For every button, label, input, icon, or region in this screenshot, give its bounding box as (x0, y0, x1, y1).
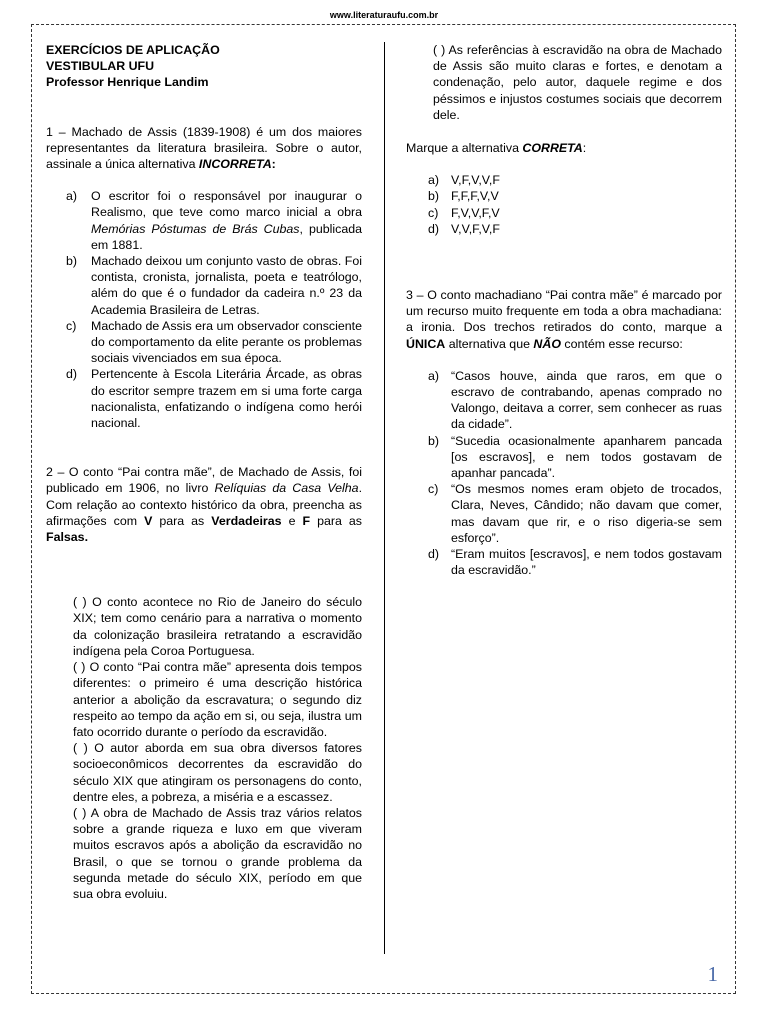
option-text: O escritor foi o responsável por inaugurar o Realismo, que teve como marco inicial a obra Memórias Póstumas de Brás Cubas, publicada em 1881. (91, 189, 362, 252)
header-exam: VESTIBULAR UFU (46, 59, 155, 74)
option-text: “Eram muitos [escravos], e nem todos gostavam da escravidão.” (451, 547, 722, 578)
question-2-statements-cont (406, 42, 722, 123)
option-text: “Sucedia ocasionalmente apanharem pancada [os escravos], e nem todos gostavam de apanhar pancada”. (451, 433, 722, 481)
option-text: F,F,F,V,V (451, 189, 499, 204)
page-number: 1 (707, 962, 718, 986)
question-2-stem: 2 – O conto “Pai contra mãe”, de Machado de Assis, foi publicado em 1906, no livro Relíquias da Casa Velha. Com relação ao contexto histórico da obra, preencha as afirmações com V para as Verdadeiras e F para as Falsas. (46, 465, 363, 545)
question-2-instruction: Marque a alternativa CORRETA: (406, 141, 587, 156)
question-2-option (406, 205, 722, 221)
question-2-option (406, 188, 722, 204)
option-label: b) (428, 433, 440, 448)
option-text: Pertencente à Escola Literária Árcade, as obras do escritor sempre trazem em si uma forte carga nacionalista, enfatizando o indígena como herói nacional. (91, 367, 362, 431)
question-3-stem: 3 – O conto machadiano “Pai contra mãe” é marcado por um recurso muito frequente em toda a obra machadiana: a ironia. Dos trechos retirados do conto, marque a ÚNICA alternativa que NÃO contém esse recurso: (406, 288, 722, 351)
option-label: b) (66, 254, 78, 269)
question-1-option (46, 366, 362, 431)
header-professor: Professor Henrique Landim (46, 75, 209, 90)
option-text: V,V,F,V,F (451, 221, 500, 236)
question-1-options (46, 188, 362, 431)
option-label: d) (428, 547, 440, 562)
option-label: b) (428, 189, 440, 204)
option-text: Machado deixou um conjunto vasto de obras. Foi contista, cronista, jornalista, poeta e teatrólogo, além do que é o fundador da cadeira n.º 23 da Academia Brasileira de Letras. (91, 254, 362, 317)
site-url: www.literaturaufu.com.br (329, 10, 439, 20)
question-1-option (46, 188, 362, 253)
question-1-stem: 1 – Machado de Assis (1839-1908) é um dos maiores representantes da literatura brasileira. Sobre o autor, assinale a única alternativa INCORRETA: (46, 124, 362, 172)
question-3-option (406, 368, 722, 433)
left-column (46, 42, 362, 902)
question-2-option (406, 172, 722, 188)
option-text: “Os mesmos nomes eram objeto de trocados, Clara, Neves, Cândido; não davam que comer, mas davam que rir, e o riso digeria-se sem esforço”. (451, 482, 722, 545)
question-3-option (406, 481, 722, 546)
option-text: “Casos houve, ainda que raros, em que o escravo de contrabando, apenas comprado no Valongo, deitava a correr, sem conhecer as ruas da cidade”. (451, 368, 722, 432)
statement: ( ) O conto acontece no Rio de Janeiro do século XIX; tem como cenário para a narrativa o momento da colonização brasileira retratando a escravidão indígena pela Coroa Portuguesa. (73, 595, 362, 658)
option-label: a) (66, 189, 78, 204)
option-text: Machado de Assis era um observador consciente do comportamento da elite perante os problemas sociais vivenciados em sua época. (91, 318, 362, 366)
question-3-option (406, 433, 722, 482)
statement: ( ) As referências à escravidão na obra de Machado de Assis são muito claras e fortes, e denotam a condenação, pelo autor, daquele regime e dos péssimos e injustos costumes sociais que decorrem dele. (433, 43, 722, 122)
question-3-option (406, 546, 722, 578)
question-1-option (46, 253, 362, 318)
question-1-option (46, 318, 362, 367)
question-2-options (406, 172, 722, 237)
option-label: d) (66, 367, 78, 382)
option-text: F,V,V,F,V (451, 205, 500, 220)
statement: ( ) A obra de Machado de Assis traz vários relatos sobre a grande riqueza e luxo em que viveram muitos escravos após a abolição da escravidão no Brasil, o que se tornou o grande problema da segunda metade do século XIX, período em que sua obra evoluiu. (73, 805, 362, 901)
question-2-option (406, 221, 722, 237)
header-title: EXERCÍCIOS DE APLICAÇÃO (46, 43, 220, 57)
statement: ( ) O autor aborda em sua obra diversos fatores socioeconômicos decorrentes da escravidão do século XIX que atingiram os personagens do conto, dentre eles, a pobreza, a miséria e a escassez. (73, 741, 362, 804)
question-3-options (406, 368, 722, 579)
right-column (406, 42, 722, 578)
option-label: c) (66, 318, 77, 333)
option-text: V,F,V,V,F (451, 173, 500, 188)
statement: ( ) O conto “Pai contra mãe” apresenta dois tempos diferentes: o primeiro é uma descrição histórica anterior a abolição da escravatura; o segundo diz respeito ao tempo da ação em si, ou seja, ilustra um fato ocorrido durante o período da escravidão. (73, 660, 362, 739)
option-label: a) (428, 368, 440, 383)
question-2-statements (46, 594, 362, 902)
option-label: d) (428, 221, 440, 236)
option-label: a) (428, 173, 440, 188)
option-label: c) (428, 482, 439, 497)
column-divider (384, 42, 385, 954)
option-label: c) (428, 205, 439, 220)
